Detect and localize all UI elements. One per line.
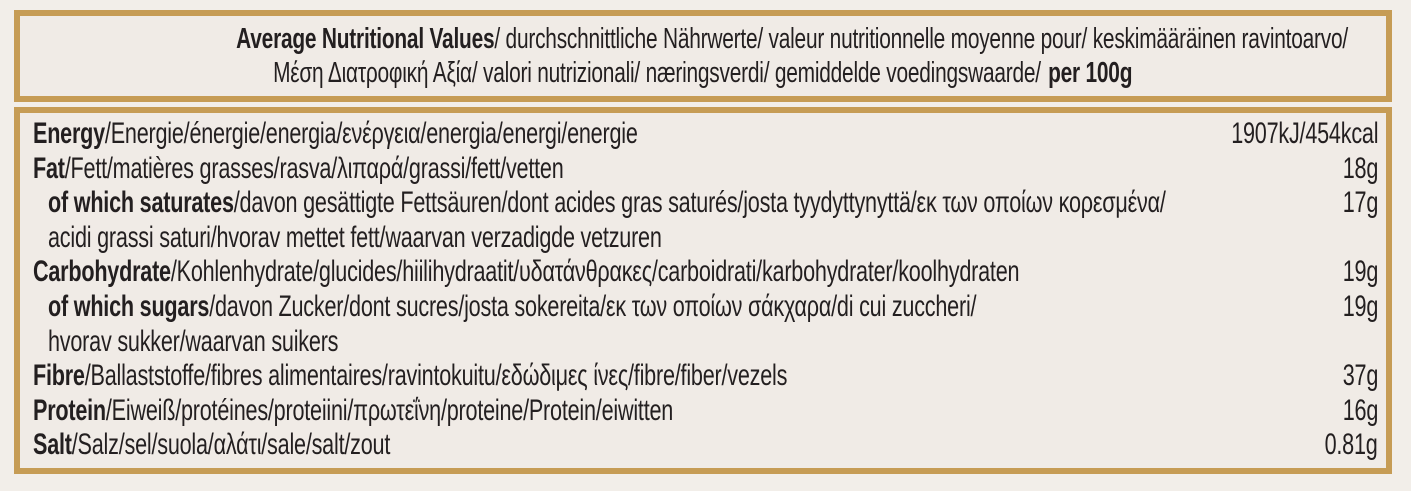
header-line1-rest: / durchschnittliche Nährwerte/ valeur nutritionnelle moyenne pour/ keskimääräinen ravintoarvo/ [494,23,1349,55]
table-row-salt [33,428,1378,463]
nutrient-name: of which saturates [48,186,234,220]
header-text-block [20,16,1386,90]
row-value: 16g [1342,393,1378,427]
nutrition-rows [20,113,1386,463]
nutrient-name: Fat [33,151,65,185]
row-label: Fat/Fett/matières grasses/rasva/λιπαρά/grassi/fett/vetten [33,151,564,185]
row-value: 19g [1342,289,1378,323]
row-label: Carbohydrate/Kohlenhydrate/glucides/hiilihydraatit/υδατάνθρακες/carboidrati/karbohydrater/koolhydraten [33,255,1020,289]
row-value: 17g [1342,186,1378,220]
row-label-continued: acidi grassi saturi/hvorav mettet fett/waarvan verzadigde vetzuren [48,220,662,254]
nutrient-name: Carbohydrate [33,255,171,289]
row-value: 0.81g [1325,428,1378,462]
nutrient-name: of which sugars [48,289,210,323]
table-row-fibre [33,359,1378,394]
row-value: 19g [1342,255,1378,289]
table-row-saturates [33,186,1378,255]
header-line-2 [20,56,1386,90]
header-title-bold: Average Nutritional Values [236,23,495,55]
nutrient-name: Energy [33,117,105,150]
per-100g-label: per 100g [1048,57,1133,89]
row-label: Protein/Eiweiß/protéines/proteiini/πρωτεΐνη/proteine/Protein/eiwitten [33,393,674,427]
nutrition-header-panel [14,10,1392,102]
table-row-energy [33,117,1378,152]
row-value: 37g [1342,359,1378,393]
row-label: Fibre/Ballaststoffe/fibres alimentaires/ravintokuitu/εδώδιμες ίνες/fibre/fiber/vezels [33,359,788,393]
nutrition-values-panel [14,107,1392,474]
header-line2-main: Μέση Διατροφική Αξία/ valori nutrizionali/ næringsverdi/ gemiddelde voedingswaarde/ [273,57,1042,89]
table-row-protein [33,394,1378,429]
table-row-fat [33,152,1378,187]
table-row-carbohydrate [33,255,1378,290]
row-value: 1907kJ/454kcal [1230,117,1378,150]
nutrient-name: Fibre [33,359,85,393]
row-label-continued: hvorav sukker/waarvan suikers [48,324,339,358]
row-value: 18g [1342,151,1378,185]
row-label: of which saturates/davon gesättigte Fettsäuren/dont acides gras saturés/josta tyydyttynyttä/εκ των οποίων κορεσμένα/ [48,186,1166,220]
nutrient-name: Protein [33,393,106,427]
nutrient-name: Salt [33,428,72,462]
row-label: of which sugars/davon Zucker/dont sucres/josta sokereita/εκ των οποίων σάκχαρα/di cui zuccheri/ [48,289,977,323]
row-label: Energy/Energie/énergie/energia/ενέργεια/energia/energi/energie [33,117,638,150]
table-row-sugars [33,290,1378,359]
header-line-1 [20,22,1386,56]
row-label: Salt/Salz/sel/suola/αλάτι/sale/salt/zout [33,428,391,462]
